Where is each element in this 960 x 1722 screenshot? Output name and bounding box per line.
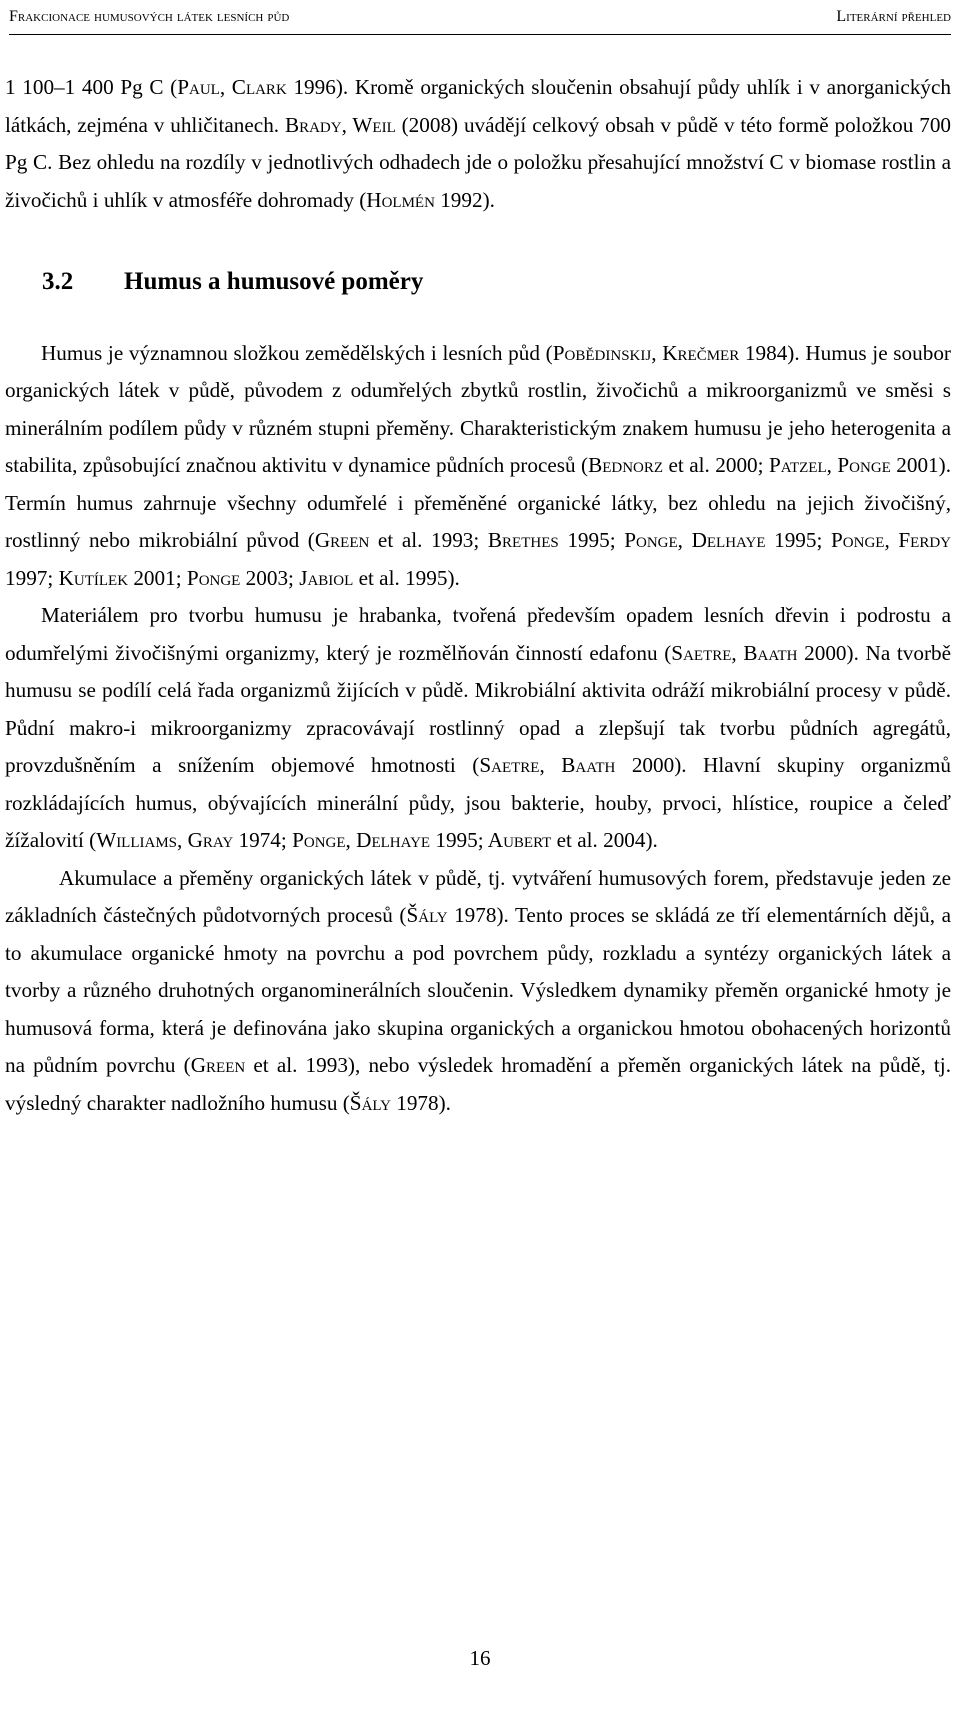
- author-initial: D: [691, 528, 707, 552]
- author-initial: P: [624, 528, 636, 552]
- text-run: 2001). Termín humus zahrnuje všechny odumřelé i přeměněné organické látky, bez ohledu na jejich živočišný, rostlinný nebo mikrobiální původ (: [5, 453, 951, 552]
- author-name: aetre: [491, 753, 540, 777]
- header-title: [9, 4, 289, 30]
- section-heading: [5, 263, 951, 301]
- material-paragraph: [5, 597, 951, 860]
- text-run: ,: [731, 640, 744, 665]
- section-title: Humus a humusové poměry: [124, 268, 424, 295]
- author-name: reen: [206, 1053, 246, 1077]
- header-chapter-initial: L: [836, 8, 847, 25]
- text-run: ,: [341, 112, 353, 137]
- author-name: aath: [575, 753, 616, 777]
- author-name: aul: [189, 75, 220, 99]
- author-name: onge: [842, 528, 885, 552]
- text-run: 2001;: [128, 565, 187, 590]
- header-title-initial: F: [9, 8, 18, 25]
- author-name: elhaye: [706, 528, 766, 552]
- text-run: ,: [677, 528, 692, 552]
- text-run: ,: [651, 340, 663, 365]
- humus-paragraph: [5, 335, 951, 598]
- page-number: 16: [469, 1646, 491, 1670]
- author-initial: W: [352, 112, 373, 137]
- author-name: eil: [372, 112, 396, 137]
- accumulation-paragraph: [5, 860, 951, 1123]
- text-run: 1995;: [765, 528, 831, 552]
- author-name: erdy: [910, 528, 951, 552]
- author-name: ály: [361, 1090, 391, 1115]
- text-run: et al. 1993;: [369, 528, 488, 552]
- text-run: 1992).: [434, 187, 495, 212]
- text-run: ,: [345, 828, 357, 852]
- text-run: 1 100–1 400 Pg C (: [5, 75, 178, 99]
- author-initial: P: [768, 453, 781, 477]
- text-run: 1974;: [233, 828, 293, 852]
- author-name: onge: [849, 453, 891, 477]
- text-run: 2000). Na tvorbě humusu se podílí celá řada organizmů žijících v půdě. Mikrobiální aktivita odráží mikrobiální procesy v půdě. Půdní makro-i mikroorganizmy zpracovávají rostlinný opad a zlepšují tak tvorbu půdních agregátů, provzdušněním a snížením objemové hmotnosti (: [5, 640, 952, 777]
- text-run: ,: [884, 528, 899, 552]
- author-initial: S: [479, 753, 492, 777]
- text-run: 1997;: [5, 565, 59, 590]
- author-initial: G: [314, 528, 331, 552]
- author-name: rethes: [502, 528, 559, 552]
- author-name: ray: [202, 828, 234, 852]
- author-initial: P: [552, 340, 565, 365]
- author-initial: P: [292, 828, 304, 852]
- text-run: 1996). Kromě organických sloučenin obsahují půdy uhlík i v anorganických látkách, zejména v uhličitanech.: [5, 75, 951, 137]
- text-run: 1984). Humus je soubor organických látek v půdě, původem z odumřelých zbytků rostlin, živočichů a mikroorganizmů ve směsi s minerálním podílem půdy v různém stupni přeměny. Charakteristickým znakem humusu je jeho heterogenita a stabilita, způsobující značnou aktivitu v dynamice půdních procesů (: [5, 340, 951, 477]
- author-initial: C: [231, 75, 246, 99]
- text-run: et al. 1993), nebo výsledek hromadění a přeměn organických látek na půdě, tj. výsledný charakter nadložního humusu (: [5, 1053, 951, 1115]
- author-initial: S: [671, 640, 684, 665]
- author-initial: B: [487, 528, 503, 552]
- author-initial: D: [356, 828, 372, 852]
- author-initial: J: [299, 565, 308, 590]
- text-run: 2003;: [240, 565, 300, 590]
- author-initial: B: [743, 640, 758, 665]
- text-run: et al. 1995).: [353, 565, 460, 590]
- section-number: 3.2: [42, 268, 74, 295]
- author-initial: P: [837, 453, 850, 477]
- author-name: rady: [299, 112, 342, 137]
- author-name: lark: [245, 75, 287, 99]
- author-name: reen: [330, 528, 370, 552]
- text-run: Humus je významnou složkou zemědělských i lesních půd (: [41, 340, 553, 365]
- text-run: et al. 2000;: [663, 453, 769, 477]
- author-initial: G: [187, 828, 203, 852]
- text-run: 1978). Tento proces se skládá ze tří elementárních dějů, a to akumulace organické hmoty na povrchu a pod povrchem půdy, rozkladu a syntézy organických látek a tvorby a různého druhotných organominerálních sloučenin. Výsledkem dynamiky přeměn organické hmoty je humusová forma, která je definována jako skupina organických a organickou hmotou obohacených horizontů na půdním povrchu (: [5, 903, 951, 1077]
- author-initial: Š: [349, 1090, 362, 1115]
- text-run: ,: [539, 753, 562, 777]
- author-initial: H: [366, 187, 382, 212]
- author-initial: B: [284, 112, 300, 137]
- author-name: abiol: [307, 565, 354, 590]
- author-name: ednorz: [602, 453, 664, 477]
- author-initial: B: [561, 753, 576, 777]
- author-name: ály: [418, 903, 448, 927]
- intro-paragraph: [5, 69, 951, 219]
- author-name: aetre: [683, 640, 732, 665]
- author-initial: P: [830, 528, 843, 552]
- text-run: et al. 2004).: [551, 828, 658, 852]
- text-run: ,: [177, 828, 188, 852]
- author-name: aath: [757, 640, 798, 665]
- header-chapter-rest: iterární přehled: [846, 8, 951, 25]
- text-run: 1978).: [390, 1090, 451, 1115]
- author-name: utílek: [73, 565, 129, 590]
- text-run: (2008) uvádějí celkový obsah v půdě v této formě položkou 700 Pg C. Bez ohledu na rozdíly v jednotlivých odhadech jde o položku přesahující množství C v biomase rostlin a živočichů i uhlík v atmosféře dohromady (: [5, 112, 952, 212]
- author-initial: P: [186, 565, 199, 590]
- author-name: obědinskij: [564, 340, 652, 365]
- author-name: olmén: [381, 187, 435, 212]
- text-run: ,: [826, 453, 838, 477]
- text-run: 1995;: [558, 528, 625, 552]
- author-initial: P: [177, 75, 189, 99]
- author-initial: A: [487, 828, 504, 852]
- author-name: atzel: [780, 453, 827, 477]
- header-chapter: [836, 4, 951, 30]
- author-initial: W: [96, 828, 117, 852]
- text-run: Materiálem pro tvorbu humusu je hrabanka, tvořená především opadem lesních dřevin i podrostu a odumřelými živočišnými organizmy, který je rozmělňován činností edafonu (: [5, 603, 951, 665]
- page-body: [5, 69, 951, 1122]
- author-name: elhaye: [371, 828, 431, 852]
- author-initial: G: [190, 1053, 207, 1077]
- text-run: Akumulace a přeměny organických látek v půdě, tj. vytváření humusových forem, představuje jeden ze základních částečných půdotvorných procesů (: [5, 865, 951, 927]
- author-initial: B: [588, 453, 603, 477]
- text-run: 1995;: [430, 828, 488, 852]
- author-name: rečmer: [677, 340, 740, 365]
- author-initial: K: [58, 565, 74, 590]
- author-name: illiams: [116, 828, 178, 852]
- author-name: onge: [198, 565, 241, 590]
- text-run: 2000). Hlavní skupiny organizmů rozkládajících humus, obývajících minerální půdy, jsou bakterie, houby, prvoci, hlístice, roupice a čeleď žížalovití (: [5, 753, 952, 852]
- author-name: ubert: [503, 828, 552, 852]
- section-spacer: [5, 219, 951, 263]
- section-spacer: [5, 301, 951, 335]
- header-title-rest: rakcionace humusových látek lesních půd: [17, 8, 290, 25]
- author-initial: K: [662, 340, 678, 365]
- author-initial: Š: [406, 903, 419, 927]
- author-name: onge: [303, 828, 346, 852]
- running-header: [9, 4, 951, 35]
- text-run: ,: [219, 75, 232, 99]
- author-name: onge: [636, 528, 678, 552]
- author-initial: F: [898, 528, 911, 552]
